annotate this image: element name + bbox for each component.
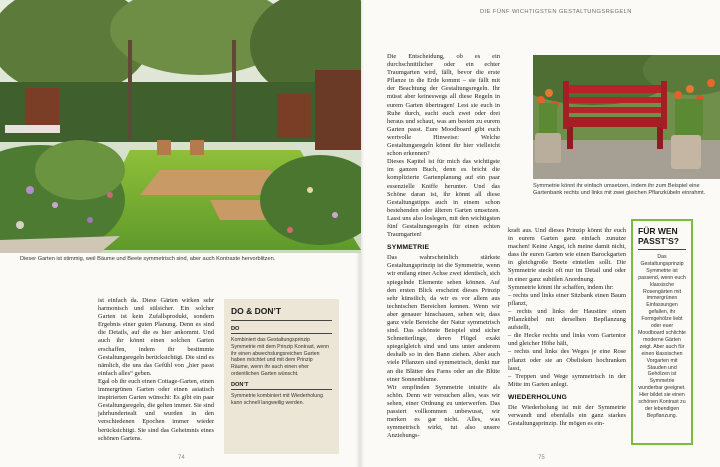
wiederholung-paragraph: Die Wiederholung ist mit der Symmetrie verwandt und ebenfalls ein ganz starkes Gestaltungsprinzip. Ihr mögen es ein- <box>508 403 626 428</box>
do-dont-title: DO & DON’T <box>231 306 332 321</box>
symmetrie-paragraph: Das wahrscheinlich stärkste Gestaltungsprinzip ist die Symmetrie, wenn wir entlang einer Achse zwei identisch, sich spiegelnde Elemente sehen können. Auf den ersten Blick erscheint dieses Prinzip sehr künstlich, da wir es vor allem aus technischen Bereichen kennen. Wenn wir aber genauer hinschauen, sehen wir, dass ganz viele Bereiche der Natur symmetrisch sind. Das schönste Beispiel sind sicher Schmetterlinge, deren Flügel exakt spiegelgleich sind und uns unter anderem deshalb so in den Bann ziehen. Aber auch viele Pflanzen sind symmetrisch, denkt nur an die Blätter des Farns oder an die Blüte einer Sonnenblume. <box>387 254 500 383</box>
page-number-right: 75 <box>538 455 545 461</box>
symmetrie-paragraph-2: Wir empfinden Symmetrie intuitiv als schön. Denn wir versuchen alles, was wir sehen, einer Ordnung zu unterwerfen. Das passiert vollkommen unbewusst, wir merken es gar nicht. Alles, was symmetrisch wirkt, tut also unsere Anziehungs- <box>387 383 500 440</box>
right-paragraph-2: Symmetrie könnt ihr schaffen, indem ihr: <box>508 283 614 291</box>
dont-text: Symmetrie kombiniert mit Wiederholung kann schnell langweilig werden. <box>231 392 323 406</box>
section-heading-wiederholung: WIEDERHOLUNG <box>508 393 568 401</box>
middle-column-text <box>387 53 500 440</box>
do-dont-box <box>224 299 339 454</box>
dont-label: DON’T <box>231 382 332 390</box>
left-paragraph-2: Egal ob ihr euch einen Cottage-Garten, einen immergrünen Garten oder einen asiatisch inspirierten Garten wünscht: Es gibt ein paar Gestaltungsregeln, die gelten immer. Sie sind jahrhundertealt und wurden in den verschiedenen Epochen immer wieder berücksichtigt. Sie sind das Geheimnis eines schönen Gartens. <box>98 377 214 442</box>
intro-paragraph: Die Entscheidung, ob es ein durchschnittlicher oder ein echter Traumgarten wird, fällt, bevor die erste Pflanze in die Erde kommt – sie fällt mit der Beachtung der Gestaltungsregeln. Ihr müsst aber keineswegs all diese Regeln in eurem Garten übertragen! Lest sie euch in Ruhe durch, sucht euch zwei oder drei heraus und schaut, was am besten zu eurem Garten passt. Eure Moodboard gibt euch wertvolle Hinweise: Welche Gestaltungsregeln könnt ihr hier vielleicht schon erkennen? <box>387 53 500 158</box>
left-body-text <box>98 297 214 443</box>
garden-photo <box>0 0 361 253</box>
fuer-wen-text: Das Gestaltungsprinzip Symmetrie ist passend, wenn euch klassische Rosengärten mit immergrünen Einfassungen gefallen, ihr Formgehölze liebt oder euer Moodboard schlichte moderne Gärten zeigt. Aber auch für einen klassischen Vorgarten mit Stauden und Gehölzen ist Symmetrie wunderbar geeignet. Hier bildet sie einen schönen Kontrast zu der lebendigen Bepflanzung. <box>638 254 686 419</box>
photo-caption-right: Symmetrie könnt ihr einfach umsetzen, indem ihr zum Beispiel eine Gartenbank rechts und links mit zwei gleichen Pflanzkübeln einrahmt. <box>533 183 706 196</box>
do-text: Kombiniert das Gestaltungsprinzip Symmetrie mit dem Prinzip Kontrast, wenn ihr einen abwechslungsreichen Garten haben möchtet und mit dem Prinzip Räume, wenn ihr auch einen eher ordentlichen Garten wünscht. <box>231 337 330 377</box>
bullet-item: – Treppen und Wege symmetrisch in der Mitte im Garten anlegt. <box>508 372 626 388</box>
running-head: DIE FÜNF WICHTIGSTEN GESTALTUNGSREGELN <box>480 9 632 15</box>
fuer-wen-title: FÜR WEN PASST’S? <box>638 227 686 250</box>
right-paragraph-1: kraft aus. Und dieses Prinzip könnt ihr euch in eurem Garten ganz einfach zunutze machen! Keine Angst, ich meine damit nicht, dass ihr euren Garten wie einen Barockgarten in gleichgroße Beete einteilen sollt. Die Symmetrie steckt oft nur im Detail und oder in einer ganz subtilen Anordnung. <box>508 227 626 283</box>
left-paragraph-1: ist einfach da. Diese Gärten wirken sehr harmonisch und stilsicher. Ein solcher Garten ist kein Zufallsprodukt, sondern Ergebnis einer guten Planung. Denn es sind die Details, auf die es hier ankommt. Und auch ihr könnt einen solchen Garten erschaffen, indem ihr bestimmte Gestaltungsregeln berücksichtigt. Die sind es nämlich, die uns das Gefühl von „hier passt einfach alles“ geben. <box>98 297 214 377</box>
garden-photo-image <box>0 0 361 253</box>
photo-caption-left: Dieser Garten ist stimmig, weil Bäume und Beete symmetrisch sind, aber auch Kontraste hervorblitzen. <box>20 256 276 262</box>
bench-photo <box>533 55 720 179</box>
intro-paragraph-2: Dieses Kapitel ist für mich das wichtigste im ganzen Buch, denn es bricht die komplizierte Gartenplanung auf ein paar essenzielle Kniffe herunter. Und das Schöne daran ist, ihr könnt all diese Gestaltungstipps auch in einem schon bestehenden oder älteren Garten umsetzen. Lasst uns also loslegen, mit den wichtigsten fünf Gestaltungsregeln für einen echten Traumgarten! <box>387 158 500 239</box>
bullet-item: – die Hecke rechts und links vom Gartentor und gleicher Höhe hält, <box>508 332 626 348</box>
right-column-text <box>508 227 626 428</box>
bullet-item: – rechts und links der Haustüre einen Pflanzkübel mit derselben Bepflanzung aufstellt, <box>508 307 626 332</box>
do-label: DO <box>231 326 332 334</box>
bench-photo-image <box>533 55 720 179</box>
bullet-item: – rechts und links des Weges je eine Rose pflanzt oder sie an Obelisken hochranken lasst, <box>508 348 626 372</box>
section-heading-symmetrie: SYMMETRIE <box>387 244 430 252</box>
bullet-item: – rechts und links einer Sitzbank einen Baum pflanzt, <box>508 291 626 307</box>
fuer-wen-box <box>631 219 693 445</box>
page-number-left: 74 <box>178 455 185 461</box>
